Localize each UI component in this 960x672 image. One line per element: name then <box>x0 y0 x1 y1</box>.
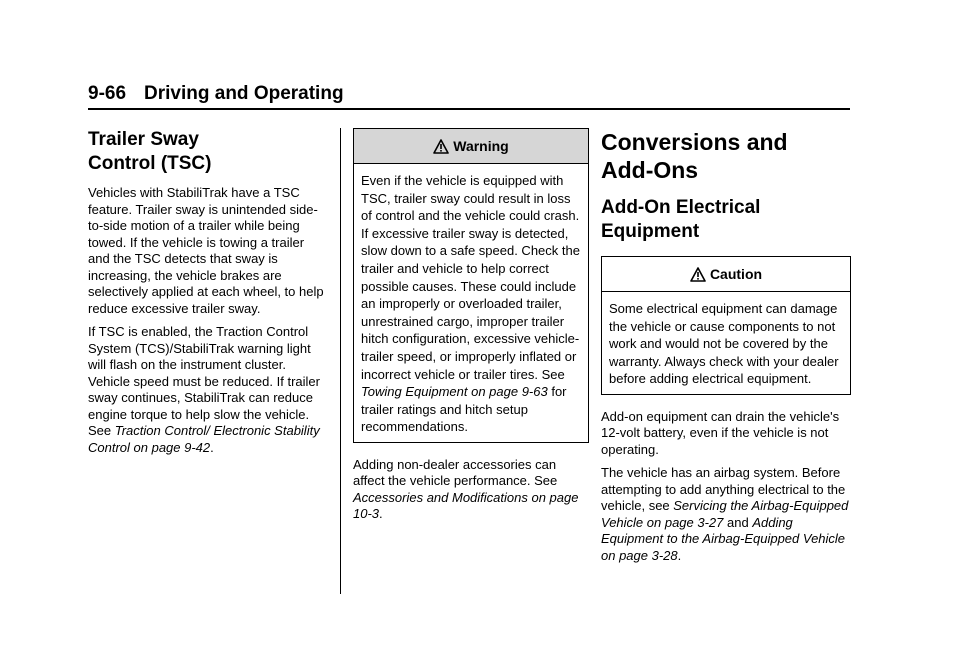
caution-title: Caution <box>709 266 763 282</box>
add-on-heading-line1: Add-On Electrical <box>601 197 761 218</box>
section-title: Driving and Operating <box>144 83 344 104</box>
page-number: 9-66 <box>88 83 127 104</box>
warning-box-body <box>354 164 588 442</box>
page-header <box>88 82 850 110</box>
column-1 <box>88 128 328 463</box>
conversions-heading-line1: Conversions and <box>601 129 788 155</box>
accessories-paragraph-end: . <box>379 506 383 522</box>
warning-text <box>361 172 581 436</box>
accessories-paragraph-text: Adding non-dealer accessories can affect the vehicle performance. See <box>353 456 558 489</box>
column-divider <box>340 128 341 594</box>
caution-box-body <box>602 292 850 394</box>
warning-box <box>353 128 589 443</box>
towing-equipment-link[interactable]: Towing Equipment on page 9-63 <box>361 384 548 400</box>
tsc-paragraph-2-text: If TSC is enabled, the Traction Control System (TCS)/StabiliTrak warning light will flash on the instrument cluster. Vehicle speed must be reduced. If trailer sway continues, StabiliTrak can reduce engine torque to help slow the vehicle. See <box>88 324 320 438</box>
tsc-paragraph-2-end: . <box>210 439 214 455</box>
accessories-paragraph <box>353 457 589 523</box>
warning-text-end: for trailer ratings and hitch setup recommendations. <box>361 384 567 435</box>
caution-box-header <box>602 257 850 292</box>
traction-control-link[interactable]: Traction Control/ Electronic Stability Control on page 9-42 <box>88 423 320 455</box>
column-2 <box>353 128 589 530</box>
adding-equipment-link[interactable]: Adding Equipment to the Airbag-Equipped Vehicle on page 3-28 <box>601 514 846 563</box>
warning-text-main: Even if the vehicle is equipped with TSC, trailer sway could result in loss of control and the vehicle could crash. If excessive trailer sway is detected, slow down to a safe speed. Check the trailer and vehicle to help correct possible causes. These could include an improperly or overloaded trailer, unrestrained cargo, improper trailer hitch configuration, excessive vehicle-trailer speed, or improperly inflated or incorrect vehicle or trailer tires. See <box>361 173 580 382</box>
accessories-link[interactable]: Accessories and Modifications on page 10-3 <box>353 489 579 522</box>
tsc-heading <box>88 128 328 176</box>
add-on-electrical-heading <box>601 196 851 244</box>
add-on-heading-line2: Equipment <box>601 221 700 242</box>
warning-title: Warning <box>453 138 509 154</box>
airbag-paragraph-mid: and <box>723 514 753 530</box>
airbag-paragraph-end: . <box>677 547 682 563</box>
airbag-paragraph-text: The vehicle has an airbag system. Before attempting to add anything electrical to the vehicle, see <box>601 465 846 514</box>
tsc-heading-line1: Trailer Sway <box>88 129 199 150</box>
warning-triangle-icon <box>433 132 449 166</box>
tsc-paragraph-1: Vehicles with StabiliTrak have a TSC feature. Trailer sway is unintended side-to-side motion of a trailer while being towed. If the vehicle is towing a trailer and the TSC detects that sway is increasing, the vehicle brakes are selectively applied at each wheel, to help reduce excessive trailer sway. <box>88 185 324 316</box>
conversions-heading <box>601 128 851 184</box>
caution-text: Some electrical equipment can damage the vehicle or cause components to not work and would not be covered by the warranty. Always check with your dealer before adding electrical equipment. <box>609 301 839 387</box>
column-3 <box>601 128 851 571</box>
tsc-paragraph-2 <box>88 324 328 456</box>
warning-box-header <box>354 129 588 164</box>
servicing-airbag-link[interactable]: Servicing the Airbag-Equipped Vehicle on page 3-27 <box>601 498 849 530</box>
caution-box <box>601 256 851 395</box>
caution-triangle-icon <box>690 260 706 294</box>
battery-paragraph: Add-on equipment can drain the vehicle's 12-volt battery, even if the vehicle is not operating. <box>601 408 840 457</box>
airbag-paragraph <box>601 465 851 564</box>
conversions-heading-line2: Add-Ons <box>601 157 699 183</box>
tsc-heading-line2: Control (TSC) <box>88 153 212 174</box>
